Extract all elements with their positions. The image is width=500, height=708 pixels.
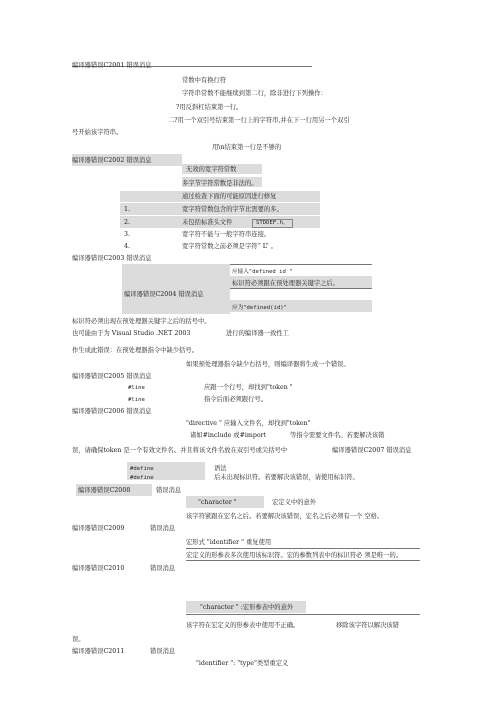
line-c2006-heading: 编译器错误C2006 错误消息: [72, 408, 152, 415]
list-item-4: 宽字符常数之前必须是字符“ L” 。: [182, 243, 277, 250]
line-need-filename: 等指令需要文件名。若要解决该错: [290, 432, 385, 439]
line-newline-in-constant: 常数中有换行符: [182, 77, 227, 84]
line-expected-line-number: 应跟一个行号，却找到"token ": [204, 384, 293, 391]
rule-c2010: [186, 614, 420, 615]
rule-c2004-b: [230, 288, 372, 289]
line-line-directive-2: #line: [128, 397, 145, 403]
line-compiler-conformance: 进行的编译器一致性工: [226, 330, 289, 337]
line-char-used-incorrectly: 该字符在宏定义的形参表中使用不正确。: [186, 622, 300, 629]
list-item-1: 宽字符常数包含的字节比需要的多。: [182, 206, 283, 213]
line-c2010-heading: 编译器错误C2010: [72, 565, 125, 572]
line-c2003-heading: 编译器错误C2003 错误消息: [72, 255, 152, 262]
line-space-after-macro: 该字符紧跟在宏名之后。若要解决该错误，宏名之后必须有一个 空格。: [186, 513, 384, 520]
line-must-follow-line-number: 指令后面必须跟行号。: [204, 396, 267, 403]
line-character-1: "character ": [198, 499, 237, 506]
line-c2009-msg: 错误消息: [150, 525, 176, 532]
line-c2011-msg: 错误消息: [150, 648, 176, 655]
line-c2008-heading: 编译器错误C2008: [78, 487, 131, 494]
line-double-quote: 二?用一个双引号结束第一行上的字符串,并在下一行用另一个双引: [168, 117, 350, 124]
line-error-end: 误。: [72, 636, 85, 643]
line-define-2: #define: [130, 475, 154, 481]
line-directive-expected-filename: "directive " 应输入文件名，却找到"token": [186, 420, 311, 427]
line-c2010-msg: 错误消息: [150, 565, 176, 572]
line-identifier-after-keyword: 标识符必须跟在预处理器关键字之后。: [232, 280, 340, 287]
line-c2009-heading: 编译器错误C2009: [72, 525, 125, 532]
line-missing-right-paren: 如果预处理器指令缺少右括号，则编译器将生成一个错误。: [186, 361, 350, 368]
line-macro-form-repeated: 宏形式 "identifier " 重复使用: [186, 539, 272, 546]
line-backslash: ?用反斜杠结束第一行。: [176, 104, 243, 111]
list-num-2: 2.: [124, 219, 131, 226]
line-invalid-wide-char: 无效的宽字符常数: [186, 166, 237, 173]
line-c2005-heading: 编译器错误C2005 错误消息: [72, 373, 152, 380]
line-remove-char: 移除该字符以解决该错: [336, 622, 399, 629]
list-item-3: 宽字符不能与一般字符串连接。: [182, 231, 271, 238]
line-start-string: 号开始该字符串。: [72, 129, 123, 136]
line-missing-parens: 作生成此错误：在预处理器指令中缺少括号。: [72, 347, 198, 354]
line-multibyte-illegal: 多字节字符常数是非法的。: [182, 180, 258, 187]
highlight-c2004-block: [122, 264, 230, 314]
line-expected-defined-paren: 应为"defined(id)": [232, 305, 287, 311]
line-type-redefinition: "identifier ": "type"类型重定义: [196, 660, 289, 667]
line-no-identifier: 后未出现标识符。若要解决该错误，请使用标识符。: [214, 474, 359, 481]
list-num-1: 1.: [124, 206, 131, 213]
list-num-4: 4.: [124, 243, 131, 250]
rule-c2004: [230, 264, 372, 265]
line-expected-defined-id: 应输入"defined id ": [232, 269, 293, 275]
rule-c2009: [186, 548, 420, 549]
line-string-continue: 字符串常数不能继续到第二行，除非进行下列操作：: [182, 90, 327, 97]
line-n-not-enough: 用\n结束第一行是不够的: [212, 144, 282, 151]
rule-c2009-b: [186, 560, 420, 561]
line-line-directive-1: #line: [128, 385, 145, 391]
line-character-2: "character " :宏形参表中的意外: [200, 604, 294, 611]
line-define-1: #define: [130, 466, 154, 472]
line-syntax: 语法: [214, 465, 227, 472]
line-check-causes: 通过检查下面的可能原因进行修复: [182, 193, 277, 200]
line-c2004-heading: 编译器错误C2004 错误消息: [124, 291, 204, 298]
line-valid-filename: 误，请确保token 是一个有效文件名。并且将该文件名放在双引号或尖括号中: [72, 447, 288, 454]
line-unique-identifiers: 宏定义的形参表多次使用该标识符。宏的参数列表中的标识符必 须是唯一的。: [186, 552, 403, 559]
line-unexpected-in-macro: 宏定义中的意外: [272, 499, 317, 506]
line-c2007-heading: 编译器错误C2007 错误消息: [332, 447, 412, 454]
line-c2001-heading: 编译器错误C2001 错误消息: [72, 62, 152, 69]
list-item-2: 未包括标准头文件: [182, 219, 233, 226]
line-c2011-heading: 编译器错误C2011: [72, 648, 125, 655]
line-c2008-msg: 错误消息: [156, 487, 182, 494]
line-vs-net-2003: 也可能由于为 Visual Studio .NET 2003: [72, 330, 191, 337]
list-item-2-file: STDDEF.h。: [252, 219, 293, 228]
list-num-3: 3.: [124, 231, 131, 238]
line-identifier-in-parens: 标识符必须出现在预处理器关键字之后的括号中。: [72, 318, 211, 325]
line-c2002-heading: 编译器错误C2002 错误消息: [72, 157, 152, 164]
line-include-import: 诸如#include 或#import: [190, 432, 267, 439]
